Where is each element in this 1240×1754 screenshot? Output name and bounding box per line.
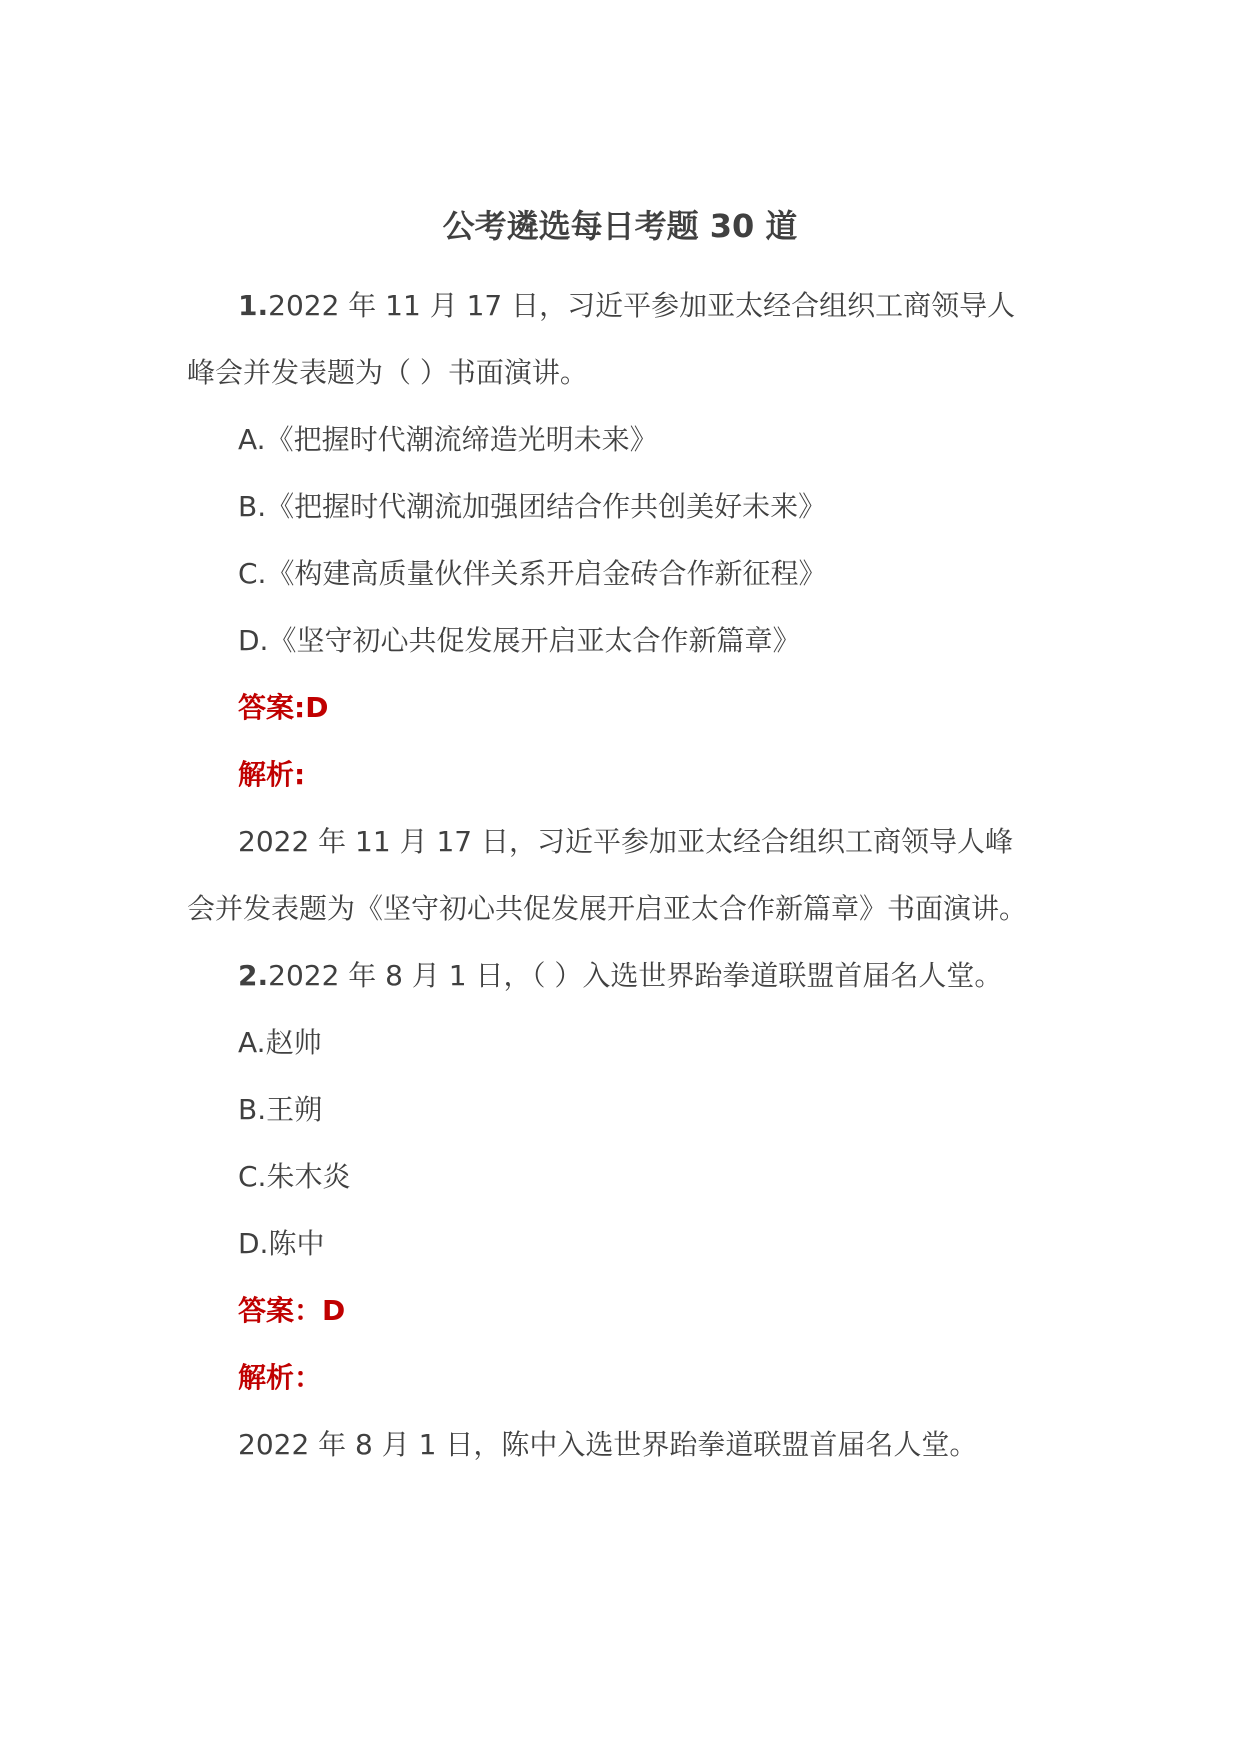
question-1-answer: 答案:D <box>238 691 329 724</box>
question-2-option-a: A.赵帅 <box>238 1026 322 1059</box>
question-1-analysis-line-1: 2022 年 11 月 17 日，习近平参加亚太经合组织工商领导人峰 <box>238 825 1014 858</box>
question-1-number: 1. <box>238 289 269 322</box>
question-1-stem-line-1 <box>238 286 1015 326</box>
question-2-option-c: C.朱木炎 <box>238 1160 351 1193</box>
question-1-analysis-line-2: 会并发表题为《坚守初心共促发展开启亚太合作新篇章》书面演讲。 <box>187 892 1028 925</box>
question-2-analysis-line-1: 2022 年 8 月 1 日，陈中入选世界跆拳道联盟首届名人堂。 <box>238 1428 978 1461</box>
question-2-number: 2. <box>238 959 269 992</box>
question-2-option-b: B.王朔 <box>238 1093 323 1126</box>
question-2-option-d: D.陈中 <box>238 1227 325 1260</box>
question-1-option-b: B.《把握时代潮流加强团结合作共创美好未来》 <box>238 490 827 523</box>
question-2-analysis-label: 解析： <box>238 1361 323 1394</box>
document-title: 公考遴选每日考题 30 道 <box>442 207 798 245</box>
question-1-analysis-label: 解析: <box>238 758 306 791</box>
question-1-option-a: A.《把握时代潮流缔造光明未来》 <box>238 423 658 456</box>
question-1-stem-text: 2022 年 11 月 17 日，习近平参加亚太经合组织工商领导人 <box>268 289 1016 322</box>
question-1-option-c: C.《构建高质量伙伴关系开启金砖合作新征程》 <box>238 557 827 590</box>
question-2-answer: 答案：D <box>238 1294 346 1327</box>
question-1-stem-line-2: 峰会并发表题为（ ）书面演讲。 <box>187 356 588 389</box>
question-1-option-d: D.《坚守初心共促发展开启亚太合作新篇章》 <box>238 624 801 657</box>
question-2-stem-text: 2022 年 8 月 1 日，（ ）入选世界跆拳道联盟首届名人堂。 <box>268 959 1003 992</box>
question-2-stem-line-1 <box>238 956 1002 996</box>
